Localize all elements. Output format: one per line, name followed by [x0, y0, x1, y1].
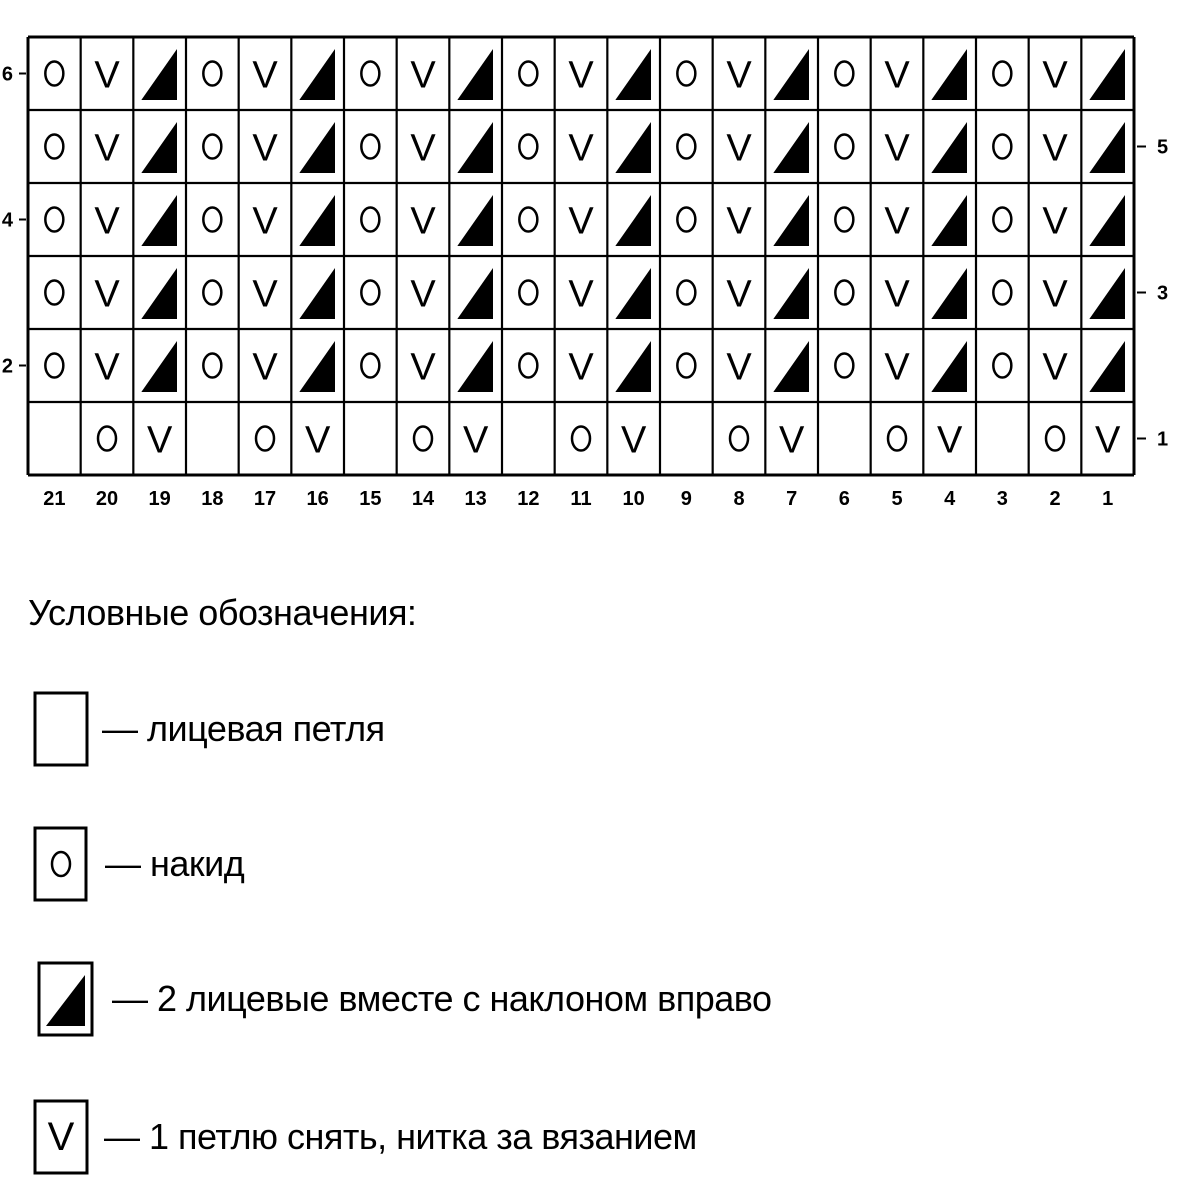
circle-icon	[256, 427, 274, 451]
column-number: 16	[306, 488, 329, 510]
column-number: 7	[786, 488, 798, 510]
triangle-icon	[457, 122, 493, 173]
triangle-icon	[773, 49, 809, 100]
triangle-icon	[141, 268, 177, 319]
triangle-icon	[773, 341, 809, 392]
v-icon: V	[884, 200, 910, 243]
v-icon: V	[410, 200, 436, 243]
legend-item-slip	[0, 1096, 1200, 1186]
triangle-icon	[457, 195, 493, 246]
v-icon: V	[410, 346, 436, 389]
column-number: 11	[570, 488, 592, 510]
triangle-icon	[931, 268, 967, 319]
triangle-icon	[141, 195, 177, 246]
circle-icon	[98, 427, 116, 451]
column-number: 21	[43, 488, 66, 510]
column-number: 3	[996, 488, 1008, 510]
circle-icon	[45, 281, 63, 305]
v-icon: V	[1042, 346, 1068, 389]
column-number: 12	[517, 488, 540, 510]
v-icon: V	[726, 346, 752, 389]
row-number: 1	[1157, 428, 1169, 451]
knitting-chart	[0, 0, 1200, 560]
circle-icon	[361, 208, 379, 232]
circle-icon	[361, 62, 379, 86]
circle-icon	[361, 354, 379, 378]
triangle-icon	[141, 341, 177, 392]
triangle-icon	[457, 49, 493, 100]
v-icon: V	[884, 127, 910, 170]
row-number: 6	[1, 63, 13, 86]
v-icon: V	[410, 54, 436, 97]
v-icon: V	[726, 273, 752, 316]
triangle-icon	[773, 268, 809, 319]
legend-knit-symbol	[0, 688, 100, 778]
legend-slip-symbol	[0, 1096, 100, 1186]
circle-icon	[519, 135, 537, 159]
v-icon: V	[568, 273, 594, 316]
v-icon: V	[94, 127, 120, 170]
column-number: 18	[201, 488, 224, 510]
circle-icon	[572, 427, 590, 451]
v-icon: V	[726, 200, 752, 243]
v-icon: V	[146, 419, 173, 462]
circle-icon	[835, 281, 853, 305]
triangle-icon	[615, 122, 651, 173]
v-icon: V	[568, 127, 594, 170]
v-icon: V	[568, 200, 594, 243]
circle-icon	[519, 208, 537, 232]
v-icon: V	[252, 346, 278, 389]
column-number: 4	[944, 488, 956, 510]
v-icon: V	[304, 419, 331, 462]
row-number: 5	[1157, 136, 1169, 159]
v-icon: V	[252, 273, 278, 316]
column-number: 19	[148, 488, 171, 510]
v-icon: V	[568, 54, 594, 97]
v-icon: V	[568, 346, 594, 389]
v-icon: V	[884, 346, 910, 389]
circle-icon	[677, 135, 695, 159]
triangle-icon	[299, 341, 335, 392]
triangle-icon	[773, 195, 809, 246]
v-icon: V	[1042, 200, 1068, 243]
legend-item-knit	[0, 688, 1200, 778]
row-number: 2	[1, 355, 13, 378]
legend-text-k2tog: — 2 лицевые вместе с наклоном вправо	[112, 978, 772, 1019]
legend-text-slip: — 1 петлю снять, нитка за вязанием	[104, 1116, 697, 1157]
circle-icon	[361, 135, 379, 159]
column-number: 5	[891, 488, 903, 510]
triangle-icon	[1089, 195, 1125, 246]
circle-icon	[730, 427, 748, 451]
column-number: 8	[733, 488, 745, 510]
circle-icon	[993, 208, 1011, 232]
triangle-icon	[931, 122, 967, 173]
circle-icon	[888, 427, 906, 451]
circle-icon	[1046, 427, 1064, 451]
triangle-icon	[773, 122, 809, 173]
triangle-icon	[141, 122, 177, 173]
legend-k2tog-symbol	[0, 958, 100, 1048]
v-icon: V	[410, 273, 436, 316]
circle-icon	[414, 427, 432, 451]
row-number: 4	[1, 209, 13, 232]
v-icon: V	[726, 54, 752, 97]
circle-icon	[835, 208, 853, 232]
circle-icon	[45, 354, 63, 378]
triangle-icon	[615, 341, 651, 392]
triangle-icon	[931, 195, 967, 246]
circle-icon	[993, 135, 1011, 159]
legend-yarn-over-symbol	[0, 823, 100, 913]
circle-icon	[519, 62, 537, 86]
circle-icon	[519, 354, 537, 378]
circle-icon	[45, 135, 63, 159]
circle-icon	[993, 354, 1011, 378]
triangle-icon	[457, 268, 493, 319]
legend-item-k2tog	[0, 958, 1200, 1048]
triangle-icon	[1089, 49, 1125, 100]
v-icon: V	[778, 419, 805, 462]
circle-icon	[361, 281, 379, 305]
column-number: 2	[1049, 488, 1061, 510]
circle-icon	[203, 208, 221, 232]
column-number: 9	[680, 488, 692, 510]
circle-icon	[993, 62, 1011, 86]
circle-icon	[45, 62, 63, 86]
circle-icon	[677, 62, 695, 86]
triangle-icon	[299, 195, 335, 246]
triangle-icon	[615, 268, 651, 319]
v-icon: V	[252, 54, 278, 97]
column-number: 15	[359, 488, 382, 510]
triangle-icon	[141, 49, 177, 100]
triangle-icon	[931, 341, 967, 392]
v-icon: V	[1042, 127, 1068, 170]
circle-icon	[835, 135, 853, 159]
column-number: 13	[464, 488, 487, 510]
circle-icon	[203, 354, 221, 378]
v-icon: V	[936, 419, 963, 462]
circle-icon	[835, 354, 853, 378]
v-icon: V	[620, 419, 647, 462]
v-icon: V	[726, 127, 752, 170]
triangle-icon	[615, 195, 651, 246]
legend-text-knit: — лицевая петля	[102, 708, 385, 749]
triangle-icon	[299, 49, 335, 100]
v-icon: V	[94, 346, 120, 389]
triangle-icon	[457, 341, 493, 392]
triangle-icon	[299, 268, 335, 319]
column-number: 1	[1102, 488, 1114, 510]
column-number: 6	[838, 488, 850, 510]
column-number: 10	[622, 488, 645, 510]
v-icon: V	[94, 273, 120, 316]
circle-icon	[677, 281, 695, 305]
circle-icon	[203, 62, 221, 86]
v-icon: V	[252, 200, 278, 243]
legend-text-yarn-over: — накид	[105, 843, 245, 884]
v-icon: V	[252, 127, 278, 170]
triangle-icon	[931, 49, 967, 100]
circle-icon	[519, 281, 537, 305]
v-icon: V	[884, 273, 910, 316]
v-icon: V	[1042, 273, 1068, 316]
row-number: 3	[1157, 282, 1169, 305]
circle-icon	[835, 62, 853, 86]
triangle-icon	[615, 49, 651, 100]
circle-icon	[45, 208, 63, 232]
v-icon: V	[47, 1115, 75, 1159]
column-number: 20	[95, 488, 119, 510]
circle-icon	[677, 208, 695, 232]
legend-title: Условные обозначения:	[28, 592, 417, 633]
column-number: 17	[253, 488, 277, 510]
v-icon: V	[94, 54, 120, 97]
triangle-icon	[1089, 341, 1125, 392]
legend-item-yarn-over	[0, 823, 1200, 913]
circle-icon	[203, 135, 221, 159]
triangle-icon	[1089, 122, 1125, 173]
triangle-icon	[299, 122, 335, 173]
triangle-icon	[1089, 268, 1125, 319]
circle-icon	[993, 281, 1011, 305]
v-icon: V	[462, 419, 489, 462]
v-icon: V	[1042, 54, 1068, 97]
circle-icon	[203, 281, 221, 305]
v-icon: V	[410, 127, 436, 170]
v-icon: V	[884, 54, 910, 97]
v-icon: V	[1094, 419, 1121, 462]
column-number: 14	[411, 488, 435, 510]
v-icon: V	[94, 200, 120, 243]
circle-icon	[677, 354, 695, 378]
